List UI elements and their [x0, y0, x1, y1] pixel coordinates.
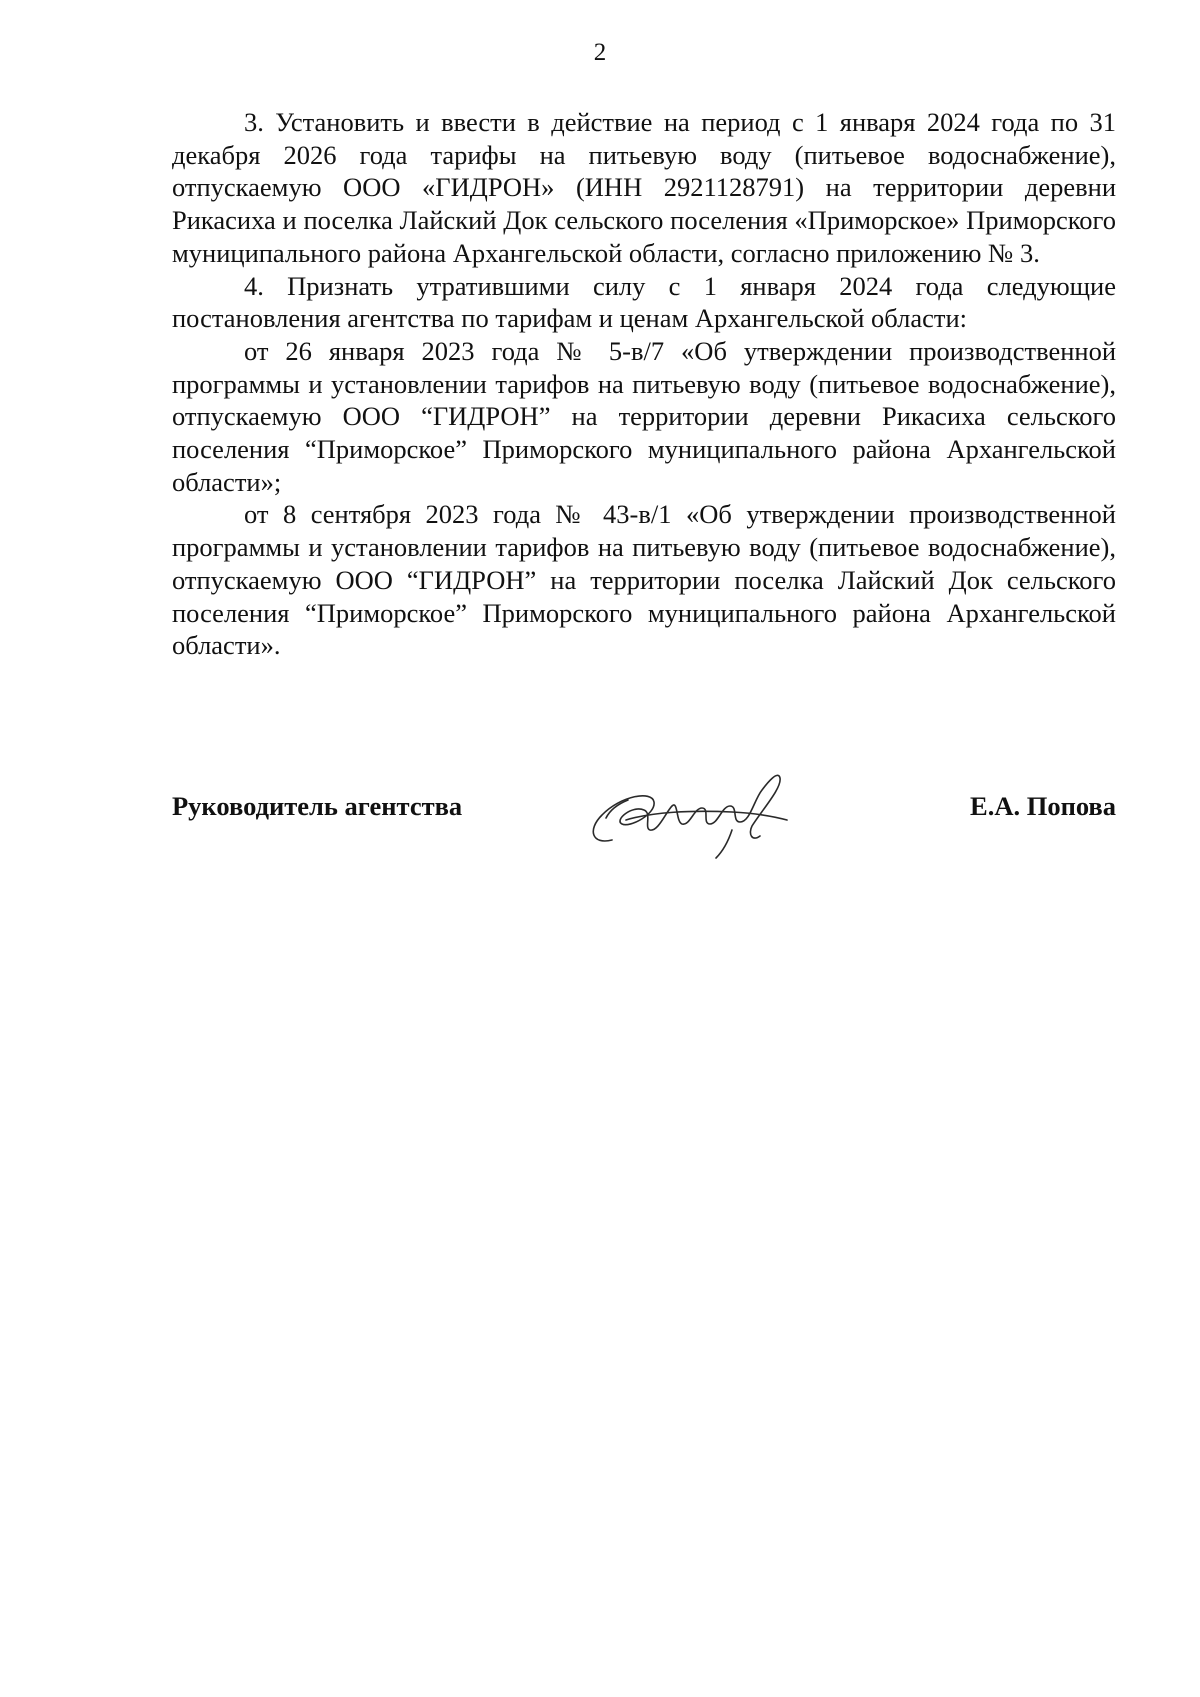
paragraph-item-3: 3. Установить и ввести в действие на период с 1 января 2024 года по 31 декабря 2026 года тарифы на питьевую воду (питьевое водоснабжение), отпускаемую ООО «ГИДРОН» (ИНН 2921128791) на территории деревни Рикасиха и поселка Лайский Док сельского поселения «Приморское» Приморского муниципального района Архангельской области, согласно приложению № 3. [172, 107, 1116, 268]
paragraph-item-4: 4. Признать утратившими силу с 1 января 2024 года следующие постановления агентства по тарифам и ценам Архангельской области: [172, 270, 1116, 334]
page-number: 2 [593, 39, 607, 66]
signature-block [172, 780, 1116, 870]
repealed-resolution-2: от 8 сентября 2023 года № 43-в/1 «Об утверждении производственной программы и установлении тарифов на питьевую воду (питьевое водоснабжение), отпускаемую ООО “ГИДРОН” на территории поселка Лайский Док сельского поселения “Приморское” Приморского муниципального района Архангельской области». [172, 499, 1116, 661]
document-body [172, 106, 1116, 662]
repealed-resolution-1: от 26 января 2023 года № 5-в/7 «Об утверждении производственной программы и установлении тарифов на питьевую воду (питьевое водоснабжение), отпускаемую ООО “ГИДРОН” на территории деревни Рикасиха сельского поселения “Приморское” Приморского муниципального района Архангельской области»; [172, 335, 1116, 497]
signatory-position: Руководитель агентства [172, 791, 463, 821]
signatory-name: Е.А. Попова [970, 791, 1116, 821]
handwritten-signature [582, 750, 802, 860]
